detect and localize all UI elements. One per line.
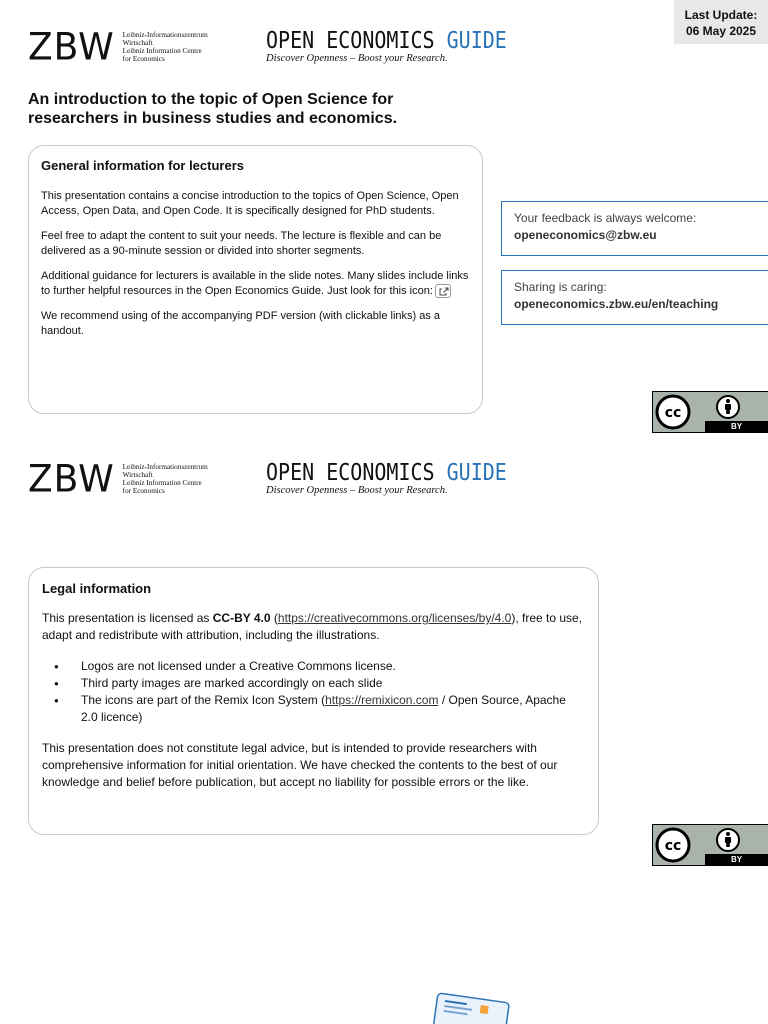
zbw-logo-text (123, 463, 208, 495)
sharing-url-link[interactable]: openeconomics.zbw.eu/en/teaching (514, 297, 719, 311)
license-text: ), free to use, adapt and redistribute with attribution, including the illustrations. (42, 611, 583, 642)
creative-commons-by-badge[interactable] (652, 391, 768, 433)
zbw-logo-mark: ZBW (28, 457, 115, 501)
list-item (42, 692, 585, 726)
zbw-line: for Economics (122, 55, 165, 63)
list-item-text: / Open Source, Apache 2.0 licence) (81, 693, 566, 724)
zbw-line: Leibniz-Informationszentrum (122, 463, 208, 471)
sharing-box (501, 270, 768, 325)
cc-icon (655, 827, 691, 863)
license-text: ( (270, 611, 278, 625)
zbw-logo-text (123, 31, 208, 63)
feedback-email-link[interactable]: openeconomics@zbw.eu (514, 228, 657, 242)
zbw-line: Wirtschaft (122, 471, 153, 479)
sharing-label: Sharing is caring: (514, 280, 607, 294)
license-name: CC-BY 4.0 (212, 611, 271, 625)
zbw-line: Leibniz Information Centre (122, 479, 202, 487)
open-economics-guide-logo[interactable] (266, 458, 507, 496)
last-update-badge (674, 0, 768, 44)
zbw-line: Leibniz-Informationszentrum (122, 31, 208, 39)
license-text: This presentation is licensed as (42, 611, 213, 625)
oeg-title (266, 26, 507, 54)
cc-icon (655, 394, 691, 430)
oeg-title (266, 458, 507, 486)
creative-commons-by-badge[interactable] (652, 824, 768, 866)
oeg-title-main: OPEN ECONOMICS (266, 26, 435, 54)
zbw-line: Wirtschaft (122, 39, 153, 47)
cc-by-label: BY (705, 854, 768, 865)
document-illustration-icon (428, 990, 518, 1024)
zbw-logo[interactable] (28, 457, 208, 501)
license-paragraph (42, 610, 585, 644)
zbw-line: for Economics (122, 487, 165, 495)
oeg-tagline: Discover Openness – Boost your Research. (266, 485, 448, 496)
oeg-title-accent: GUIDE (446, 458, 507, 486)
card-paragraph (41, 269, 470, 299)
zbw-logo-mark: ZBW (28, 25, 115, 69)
card-paragraph: We recommend using of the accompanying PDF version (with clickable links) as a handout. (41, 310, 441, 337)
last-update-date: 06 May 2025 (685, 24, 757, 38)
card-paragraph: Feel free to adapt the content to suit your needs. The lecture is flexible and can be delivered as a 90-minute session or divided into shorter segments. (41, 230, 442, 257)
feedback-box (501, 201, 768, 256)
remixicon-link[interactable]: https://remixicon.com (325, 693, 439, 707)
last-update-label: Last Update: (684, 8, 758, 22)
attribution-person-icon (715, 827, 741, 853)
disclaimer-paragraph: This presentation does not constitute legal advice, but is intended to provide researchers with comprehensive information for initial orientation. We have checked the contents to the best of our knowledge and belief before publication, but accept no liability for possible errors or the like. (42, 741, 558, 789)
card-heading: Legal information (42, 581, 152, 596)
external-link-icon (435, 284, 451, 298)
svg-text:cc: cc (664, 405, 682, 421)
lecturer-info-card (28, 145, 483, 414)
open-economics-guide-logo[interactable] (266, 26, 507, 64)
card-paragraph-text: Additional guidance for lecturers is available in the slide notes. Many slides include links to further helpful resources in the Open Economics Guide. Just look for this icon: (41, 270, 469, 297)
oeg-tagline: Discover Openness – Boost your Research. (266, 53, 448, 64)
page-title: An introduction to the topic of Open Science for researchers in business studies and economics. (28, 91, 398, 127)
zbw-line: Leibniz Information Centre (122, 47, 202, 55)
list-item: ● Third party images are marked accordingly on each slide (42, 675, 585, 692)
card-heading: General information for lecturers (41, 158, 244, 173)
zbw-logo[interactable] (28, 25, 208, 69)
header-slide-1 (28, 25, 548, 78)
list-item-text: The icons are part of the Remix Icon System ( (81, 693, 326, 707)
list-item: ● Logos are not licensed under a Creative Commons license. (42, 658, 585, 675)
card-paragraph: This presentation contains a concise introduction to the topics of Open Science, Open Access, Open Data, and Open Code. It is specifically designed for PhD students. (41, 190, 459, 217)
cc-by-label: BY (705, 421, 768, 432)
attribution-person-icon (715, 394, 741, 420)
legal-info-card (28, 567, 599, 835)
header-slide-2 (28, 457, 548, 510)
legal-bullet-list (42, 658, 585, 726)
oeg-title-main: OPEN ECONOMICS (266, 458, 435, 486)
svg-text:cc: cc (664, 838, 682, 854)
oeg-title-accent: GUIDE (446, 26, 507, 54)
feedback-label: Your feedback is always welcome: (514, 211, 697, 225)
license-link[interactable]: https://creativecommons.org/licenses/by/4.0 (277, 611, 512, 625)
